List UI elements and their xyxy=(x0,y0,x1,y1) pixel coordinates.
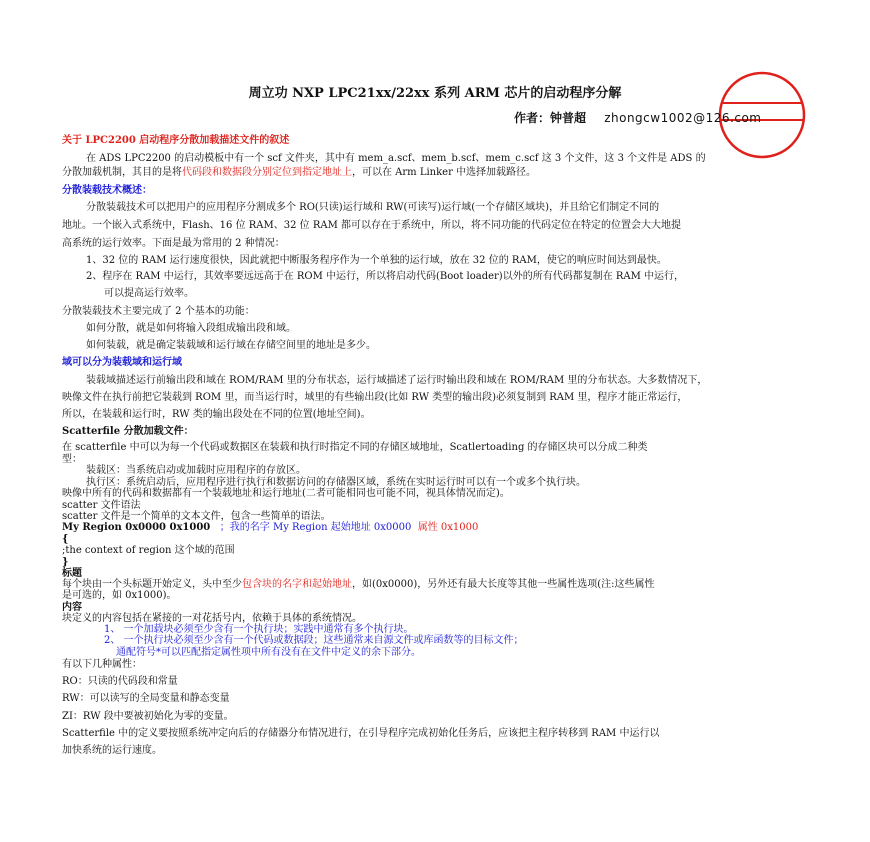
code-line: } xyxy=(62,557,69,568)
paragraph: 型： xyxy=(62,454,82,465)
paragraph: 如何装载，就是确定装载域和运行域在存储空间里的地址是多少。 xyxy=(86,340,376,351)
list-item: 可以提高运行效率。 xyxy=(104,288,194,299)
paragraph: Scatterfile 中的定义要按照系统冲定向后的存储器分布情况进行，在引导程序完成初始化任务后，应该把主程序转移到 RAM 中运行以 xyxy=(62,728,660,739)
attribute-rw: RW：可以读写的全局变量和静态变量 xyxy=(62,693,230,704)
paragraph: 映像中所有的代码和数据都有一个装载地址和运行地址(二者可能相同也可能不同，视具体情况而定)。 xyxy=(62,488,510,499)
heading-domains: 域可以分为装载域和运行域 xyxy=(62,357,182,368)
heading-content: 内容 xyxy=(62,602,82,613)
paragraph: 装载域描述运行前输出段和域在 ROM/RAM 里的分布状态，运行域描述了运行时输出段和域在 ROM/RAM 里的分布状态。大多数情况下， xyxy=(86,375,708,386)
code-line: { xyxy=(62,534,69,545)
list-item: 1、32 位的 RAM 运行速度很快，因此就把中断服务程序作为一个单独的运行域，放在 32 位的 RAM，使它的响应时间达到最快。 xyxy=(86,255,667,266)
paragraph: 每个块由一个头标题开始定义，头中至少包含块的名字和起始地址，如(0x0000)，另外还有最大长度等其他一些属性选项(注:这些属性 xyxy=(62,579,655,590)
paragraph: 地址。一个嵌入式系统中，Flash、16 位 RAM、32 位 RAM 都可以存在于系统中，所以，将不同功能的代码定位在特定的位置会大大地提 xyxy=(62,220,681,231)
paragraph: 在 scatterfile 中可以为每一个代码或数据区在装载和执行时指定不同的存储区域地址，Scatlertoading 的存储区块可以分成二种类 xyxy=(62,442,648,453)
paragraph: scatter 文件语法 xyxy=(62,500,141,511)
author-line xyxy=(514,109,761,126)
code-line: ;the context of region 这个域的范围 xyxy=(62,545,235,556)
paragraph: 分散装载技术可以把用户的应用程序分割成多个 RO(只读)运行域和 RW(可读写)运行域(一个存储区域块)，并且给它们制定不同的 xyxy=(86,202,660,213)
paragraph: 块定义的内容包括在紧接的一对花括号内，依赖于具体的系统情况。 xyxy=(62,613,362,624)
heading-scatterfile: Scatterfile 分散加载文件： xyxy=(62,426,194,437)
paragraph: 执行区：系统启动后，应用程序进行执行和数据访问的存储器区域，系统在实时运行时可以有一个或多个执行块。 xyxy=(86,477,586,488)
heading-overview: 分散装载技术概述： xyxy=(62,185,152,196)
code-line: My Region 0x0000 0x1000 ；我的名字 My Region 起始地址 0x0000 属性 0x1000 xyxy=(62,522,479,533)
paragraph: 加快系统的运行速度。 xyxy=(62,745,162,756)
list-item: 通配符号*可以匹配指定属性项中所有没有在文件中定义的余下部分。 xyxy=(116,647,421,658)
paragraph: 在 ADS LPC2200 的启动模板中有一个 scf 文件夹，其中有 mem_a.scf、mem_b.scf、mem_c.scf 这 3 个文件，这 3 个文件是 ADS 的 xyxy=(86,153,706,164)
attribute-ro: RO：只读的代码段和常量 xyxy=(62,676,178,687)
attribute-zi: ZI：RW 段中要被初始化为零的变量。 xyxy=(62,711,234,722)
author-email[interactable]: zhongcw1002@126.com xyxy=(604,111,762,125)
paragraph: 如何分散，就是如何将输入段组成输出段和域。 xyxy=(86,323,296,334)
paragraph: 所以，在装载和运行时，RW 类的输出段处在不同的位置(地址空间)。 xyxy=(62,409,371,420)
author-label: 作者：钟普超 xyxy=(514,111,587,125)
paragraph: 装载区：当系统启动或加载时应用程序的存放区。 xyxy=(86,465,306,476)
doc-title: 周立功 NXP LPC21xx/22xx 系列 ARM 芯片的启动程序分解 xyxy=(248,86,622,101)
heading-scatter-load: 关于 LPC2200 启动程序分散加载描述文件的叙述 xyxy=(62,135,290,146)
heading-title: 标题 xyxy=(62,568,82,579)
paragraph: 映像文件在执行前把它装载到 ROM 里，而当运行时，域里的有些输出段(比如 RW 类型的输出段)必须复制到 RAM 里，程序才能正常运行， xyxy=(62,392,688,403)
paragraph: 高系统的运行效率。下面是最为常用的 2 种情况： xyxy=(62,238,285,249)
paragraph: 分散加载机制，其目的是将代码段和数据段分别定位到指定地址上，可以在 Arm Linker 中选择加载路径。 xyxy=(62,167,537,178)
paragraph: 有以下几种属性： xyxy=(62,659,142,670)
list-item: 2、 一个执行块必须至少含有一个代码或数据段；这些通常来自源文件或库函数等的目标文件； xyxy=(104,635,524,646)
paragraph: scatter 文件是一个简单的文本文件，包含一些简单的语法。 xyxy=(62,511,331,522)
list-item: 2、程序在 RAM 中运行，其效率要远远高于在 ROM 中运行，所以将启动代码(Boot loader)以外的所有代码都复制在 RAM 中运行， xyxy=(86,271,685,282)
paragraph: 分散装载技术主要完成了 2 个基本的功能： xyxy=(62,306,255,317)
list-item: 1、 一个加载块必须至少含有一个执行块；实践中通常有多个执行块。 xyxy=(104,624,414,635)
paragraph: 是可选的，如 0x1000)。 xyxy=(62,590,177,601)
